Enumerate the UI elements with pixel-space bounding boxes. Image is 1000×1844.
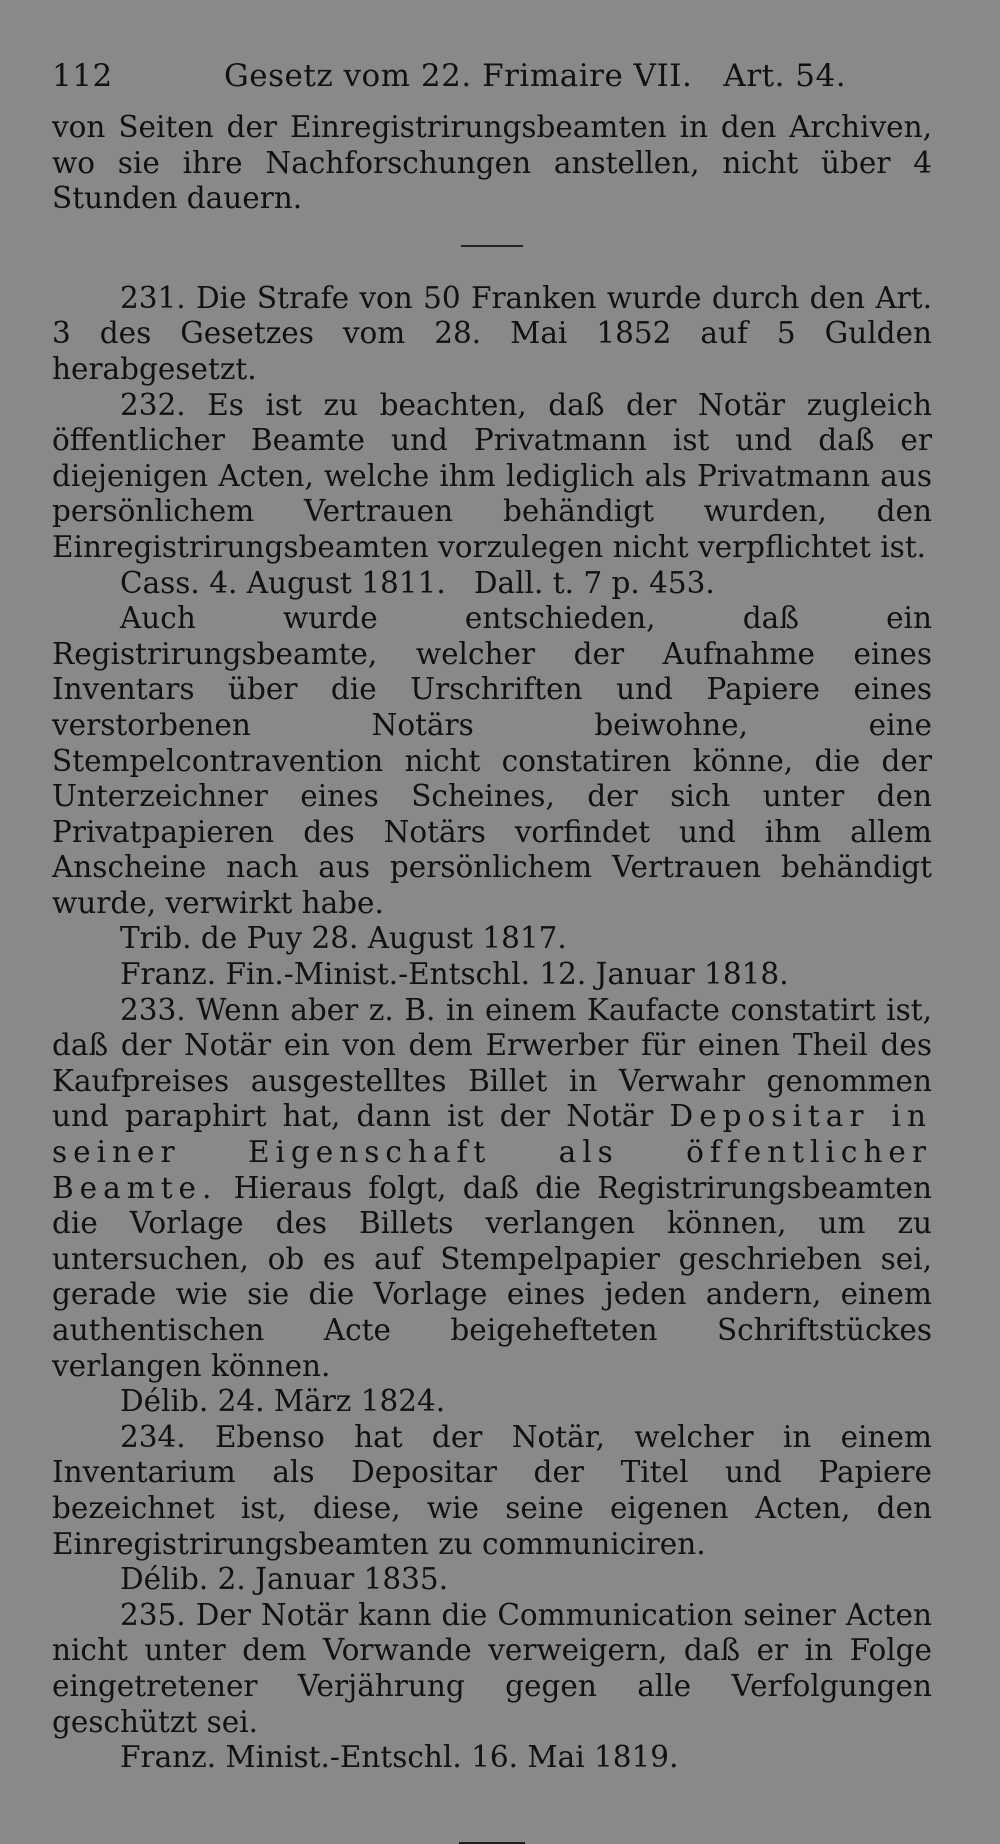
section-231: 231. Die Strafe von 50 Franken wurde durch den Art. 3 des Gesetzes vom 28. Mai 1852 auf 5 Gulden herabgesetzt. (52, 280, 932, 386)
end-divider (459, 1842, 525, 1844)
section-233 (52, 993, 932, 1385)
running-title: Gesetz vom 22. Frimaire VII. Art. 54. (224, 58, 847, 94)
section-233-emphasis: Depositar in seiner Eigenschaft als öffentlicher Beamte. (52, 1099, 932, 1205)
citation-233: Délib. 24. März 1824. (120, 1384, 446, 1419)
citation-232: Cass. 4. August 1811. Dall. t. 7 p. 453. (120, 565, 715, 600)
section-divider (461, 245, 523, 247)
citation-234: Délib. 2. Januar 1835. (120, 1562, 449, 1597)
citation-232-b2: Franz. Fin.-Minist.-Entschl. 12. Januar 1818. (120, 957, 789, 992)
page-header (52, 50, 932, 110)
citation-232-b1: Trib. de Puy 28. August 1817. (120, 921, 567, 956)
section-232: 232. Es ist zu beachten, daß der Notär zugleich öffentlicher Beamte und Privatmann ist und daß er diejenigen Acten, welche ihm lediglich als Privatmann aus persönlichem Vertrauen behändigt wurden, den Einregistrirungsbeamten vorzulegen nicht verpflichtet ist. (52, 387, 932, 564)
section-235: 235. Der Notär kann die Communication seiner Acten nicht unter dem Vorwande verweigern, daß er in Folge eingetretener Verjährung gegen alle Verfolgungen geschützt sei. (52, 1597, 932, 1739)
section-233-text-a: 233. Wenn aber z. B. in einem Kaufacte constatirt ist, daß der Notär ein von dem Erwerber für einen Theil des Kaufpreises ausgestelltes Billet in Verwahr genommen und paraphirt hat, dann ist der Notär (52, 992, 932, 1134)
section-233-text-b: Hieraus folgt, daß die Registrirungsbeamten die Vorlage des Billets verlangen können, um zu untersuchen, ob es auf Stempelpapier geschrieben sei, gerade wie sie die Vorlage eines jeden andern, einem authentischen Acte beigehefteten Schriftstückes verlangen können. (52, 1170, 932, 1383)
book-page (52, 50, 932, 1844)
page-number: 112 (52, 58, 113, 94)
citation-235: Franz. Minist.-Entschl. 16. Mai 1819. (120, 1740, 679, 1775)
section-232-continued: Auch wurde entschieden, daß ein Registrirungsbeamte, welcher der Aufnahme eines Inventars über die Urschriften und Papiere eines verstorbenen Notärs beiwohne, eine Stempelcontravention nicht constatiren könne, die der Unterzeichner eines Scheines, der sich unter den Privatpapieren des Notärs vorfindet und ihm allem Anscheine nach aus persönlichem Vertrauen behändigt wurde, verwirkt habe. (52, 601, 932, 920)
continuation-paragraph: von Seiten der Einregistrirungsbeamten in den Archiven, wo sie ihre Nachforschungen anstellen, nicht über 4 Stunden dauern. (52, 110, 932, 216)
section-234: 234. Ebenso hat der Notär, welcher in einem Inventarium als Depositar der Titel und Papiere bezeichnet ist, diese, wie seine eigenen Acten, den Einregistrirungsbeamten zu communiciren. (52, 1419, 932, 1561)
